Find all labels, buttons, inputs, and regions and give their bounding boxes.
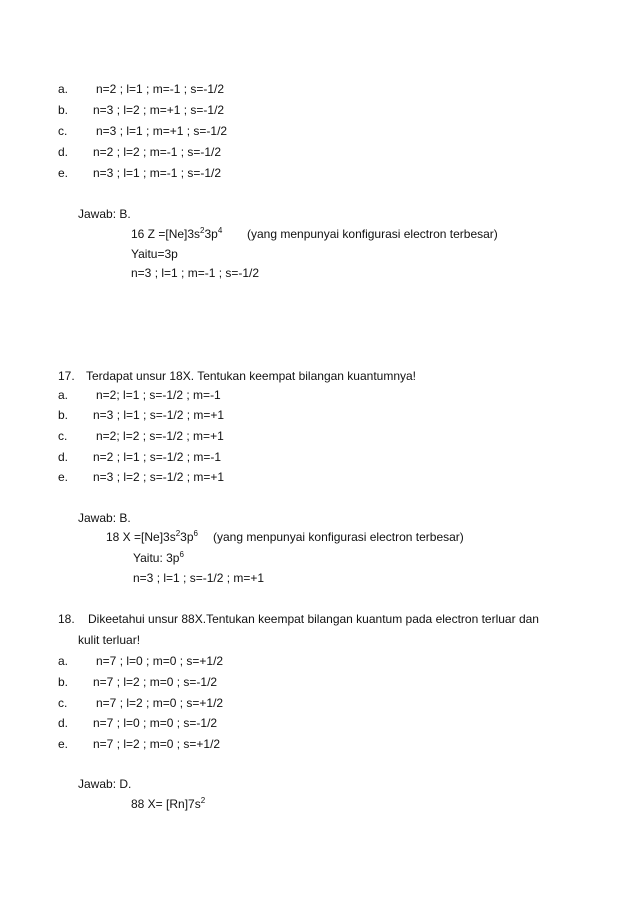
option-text: n=2; l=2 ; s=-1/2 ; m=+1 — [96, 429, 224, 443]
option-letter: e. — [58, 470, 69, 484]
option-letter: d. — [58, 716, 69, 730]
option-letter: a. — [58, 654, 69, 668]
config-superscript: 2 — [200, 226, 205, 235]
option-letter: d. — [58, 145, 69, 159]
config-text: 3p — [204, 227, 218, 241]
option-letter: d. — [58, 450, 69, 464]
option-text: n=2 ; l=1 ; m=-1 ; s=-1/2 — [96, 82, 225, 96]
question-text-line2: kulit terluar! — [78, 633, 141, 647]
question-number: 18. — [58, 612, 75, 626]
option-text: n=7 ; l=2 ; m=0 ; s=+1/2 — [96, 696, 224, 710]
electron-configuration — [131, 797, 205, 811]
option-letter: c. — [58, 429, 68, 443]
yaitu-superscript: 6 — [179, 550, 184, 559]
config-text: 16 Z =[Ne]3s — [131, 227, 201, 241]
option-text: n=2 ; l=1 ; s=-1/2 ; m=-1 — [93, 450, 222, 464]
config-superscript: 2 — [175, 529, 181, 538]
answer-label: Jawab: B. — [78, 207, 131, 221]
yaitu-text: Yaitu=3p — [131, 247, 178, 261]
option-text: n=7 ; l=0 ; m=0 ; s=-1/2 — [93, 716, 218, 730]
option-letter: c. — [58, 124, 68, 138]
option-text: n=3 ; l=1 ; m=-1 ; s=-1/2 — [93, 166, 222, 180]
answer-label: Jawab: B. — [78, 511, 131, 525]
question-number: 17. — [58, 369, 75, 383]
option-text: n=7 ; l=2 ; m=0 ; s=+1/2 — [93, 737, 221, 751]
config-note: (yang menpunyai konfigurasi electron terbesar) — [213, 530, 464, 544]
option-text: n=2; l=1 ; s=-1/2 ; m=-1 — [96, 388, 221, 402]
option-text: n=3 ; l=1 ; s=-1/2 ; m=+1 — [93, 408, 225, 422]
yaitu-text — [133, 551, 184, 565]
option-letter: a. — [58, 82, 69, 96]
option-text: n=7 ; l=0 ; m=0 ; s=+1/2 — [96, 654, 224, 668]
quantum-numbers: n=3 ; l=1 ; m=-1 ; s=-1/2 — [131, 266, 260, 280]
electron-configuration — [106, 530, 198, 544]
yaitu-main: Yaitu: 3p — [133, 551, 180, 565]
quantum-numbers: n=3 ; l=1 ; s=-1/2 ; m=+1 — [133, 571, 265, 585]
option-text: n=7 ; l=2 ; m=0 ; s=-1/2 — [93, 675, 218, 689]
config-text: 3p — [180, 530, 194, 544]
option-letter: b. — [58, 675, 69, 689]
config-text: 18 X =[Ne]3s — [106, 530, 176, 544]
config-superscript: 4 — [217, 226, 223, 235]
option-letter: b. — [58, 103, 69, 117]
answer-label: Jawab: D. — [78, 777, 132, 791]
option-text: n=3 ; l=2 ; s=-1/2 ; m=+1 — [93, 470, 225, 484]
option-text: n=2 ; l=2 ; m=-1 ; s=-1/2 — [93, 145, 222, 159]
config-superscript: 2 — [200, 796, 206, 805]
option-letter: e. — [58, 166, 69, 180]
option-text: n=3 ; l=1 ; m=+1 ; s=-1/2 — [96, 124, 228, 138]
option-letter: a. — [58, 388, 69, 402]
question-text: Terdapat unsur 18X. Tentukan keempat bilangan kuantumnya! — [86, 369, 416, 383]
option-letter: c. — [58, 696, 68, 710]
option-letter: b. — [58, 408, 69, 422]
config-text: 88 X= [Rn]7s — [131, 797, 201, 811]
config-superscript: 6 — [193, 529, 198, 538]
option-text: n=3 ; l=2 ; m=+1 ; s=-1/2 — [93, 103, 225, 117]
config-note: (yang menpunyai konfigurasi electron terbesar) — [247, 227, 498, 241]
question-text-line1: Dikeetahui unsur 88X.Tentukan keempat bilangan kuantum pada electron terluar dan — [88, 612, 539, 626]
electron-configuration — [131, 227, 222, 241]
option-letter: e. — [58, 737, 69, 751]
